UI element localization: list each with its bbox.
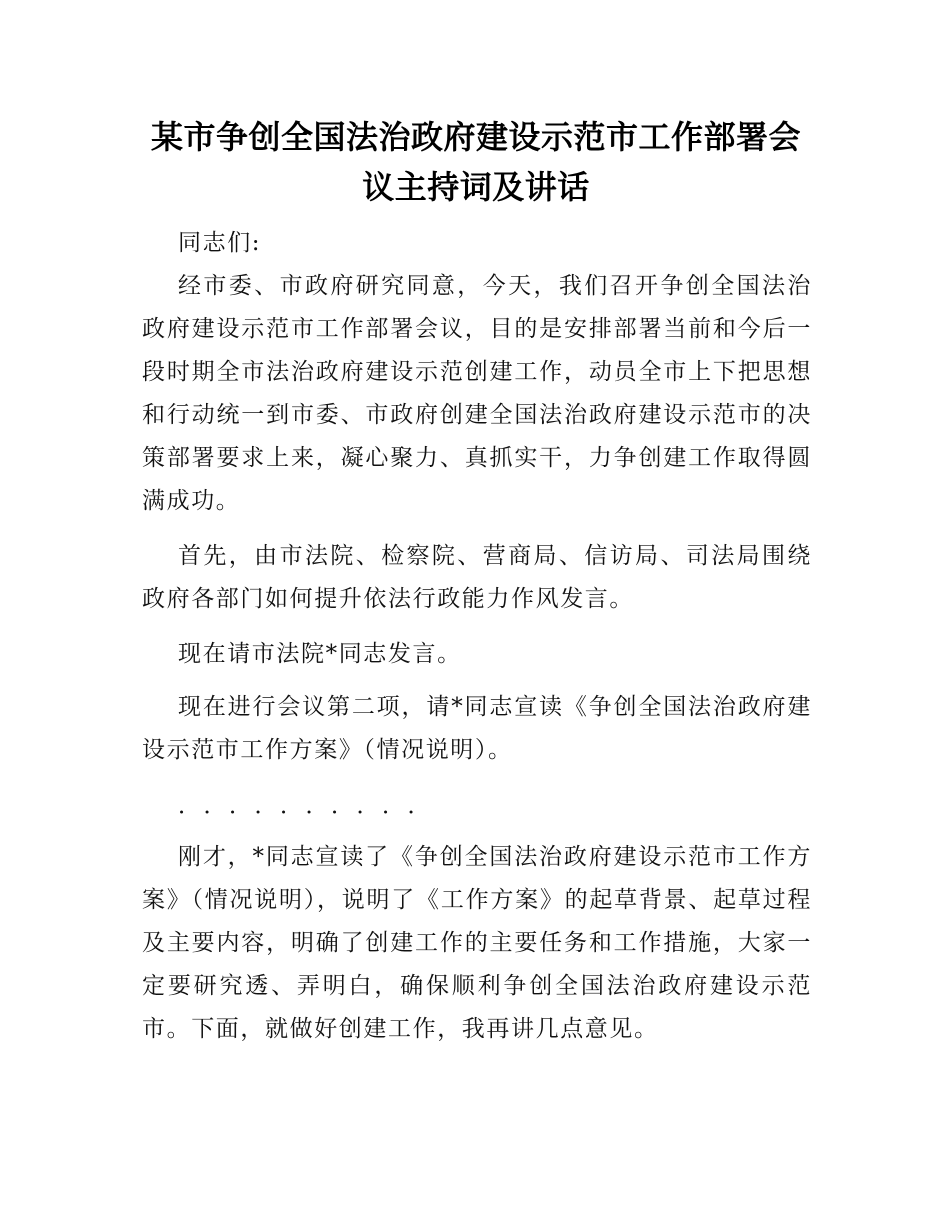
ellipsis-divider: ．．．．．．．．．． [178, 793, 445, 819]
paragraph-summary: 刚才，*同志宣读了《争创全国法治政府建设示范市工作方案》（情况说明），说明了《工作方案》的起草背景、起草过程及主要内容，明确了创建工作的主要任务和工作措施，大家一定要研究透、弄明白，确保顺利争创全国法治政府建设示范市。下面，就做好创建工作，我再讲几点意见。 [142, 844, 812, 1042]
document-title: 某市争创全国法治政府建设示范市工作部署会议主持词及讲话 [150, 118, 801, 206]
paragraph-opening: 经市委、市政府研究同意，今天，我们召开争创全国法治政府建设示范市工作部署会议，目的是安排部署当前和今后一段时期全市法治政府建设示范创建工作，动员全市上下把思想和行动统一到市委、市政府创建全国法治政府建设示范市的决策部署要求上来，凝心聚力、真抓实干，力争创建工作取得圆满成功。 [142, 273, 812, 514]
paragraph-court-speech: 现在请市法院*同志发言。 [178, 641, 462, 667]
greeting: 同志们: [178, 230, 262, 256]
paragraph-second-item: 现在进行会议第二项，请*同志宣读《争创全国法治政府建设示范市工作方案》（情况说明）。 [142, 694, 812, 763]
paragraph-first-speakers: 首先，由市法院、检察院、营商局、信访局、司法局围绕政府各部门如何提升依法行政能力作风发言。 [142, 543, 812, 612]
